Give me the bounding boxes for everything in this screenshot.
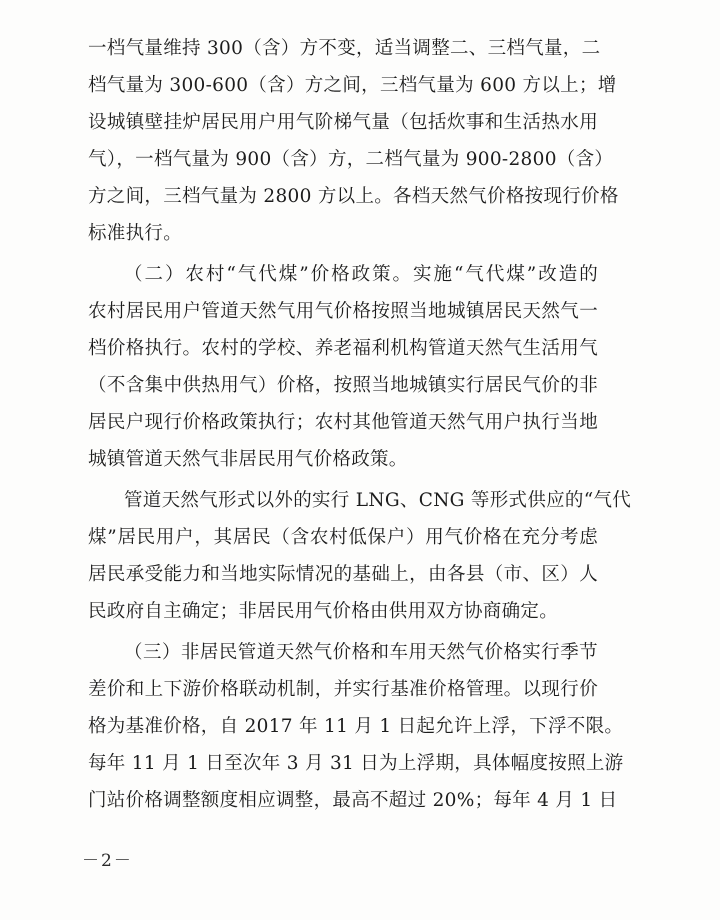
text-line: 方之间，三档气量为 2800 方以上。各档天然气价格按现行价格 (88, 186, 619, 207)
text-line: 煤”居民用户，其居民（含农村低保户）用气价格在充分考虑 (88, 527, 598, 548)
paragraph-rural-gas-for-coal (88, 256, 598, 478)
document-body (88, 30, 632, 819)
text-line: 格为基准价格，自 2017 年 11 月 1 日起允许上浮，下浮不限。 (88, 716, 624, 737)
paragraph-lng-cng-users (88, 482, 632, 630)
paragraph-non-residential-pricing (88, 634, 624, 819)
text-line: 居民户现行价格政策执行；农村其他管道天然气用户执行当地 (88, 412, 598, 433)
text-line: 档价格执行。农村的学校、养老福利机构管道天然气生活用气 (88, 338, 598, 359)
text-line: 门站价格调整额度相应调整，最高不超过 20%；每年 4 月 1 日 (88, 790, 618, 811)
text-line: 城镇管道天然气非居民用气价格政策。 (88, 449, 408, 470)
paragraph-residential-tiers (88, 30, 619, 252)
text-line: 每年 11 月 1 日至次年 3 月 31 日为上浮期，具体幅度按照上游 (88, 753, 624, 774)
text-line: 农村居民用户管道天然气用气价格按照当地城镇居民天然气一 (88, 301, 598, 322)
text-line: 标准执行。 (88, 223, 183, 244)
text-line: （三）非居民管道天然气价格和车用天然气价格实行季节 (124, 642, 598, 663)
page-number: －2－ (82, 851, 133, 871)
text-line: （不含集中供热用气）价格，按照当地城镇实行居民气价的非 (88, 375, 598, 396)
text-line: 差价和上下游价格联动机制，并实行基准价格管理。以现行价 (88, 679, 598, 700)
text-line: 一档气量维持 300（含）方不变，适当调整二、三档气量，二 (88, 38, 601, 59)
text-line: （二）农村“气代煤”价格政策。实施“气代煤”改造的 (124, 264, 598, 285)
text-line: 档气量为 300-600（含）方之间，三档气量为 600 方以上；增 (88, 75, 617, 96)
text-line: 气），一档气量为 900（含）方，二档气量为 900-2800（含） (88, 149, 614, 170)
text-line: 居民承受能力和当地实际情况的基础上，由各县（市、区）人 (88, 564, 598, 585)
text-line: 设城镇壁挂炉居民用户用气阶梯气量（包括炊事和生活热水用 (88, 112, 598, 133)
text-line: 民政府自主确定；非居民用气价格由供用双方协商确定。 (88, 601, 559, 622)
text-line: 管道天然气形式以外的实行 LNG、CNG 等形式供应的“气代 (124, 490, 632, 511)
